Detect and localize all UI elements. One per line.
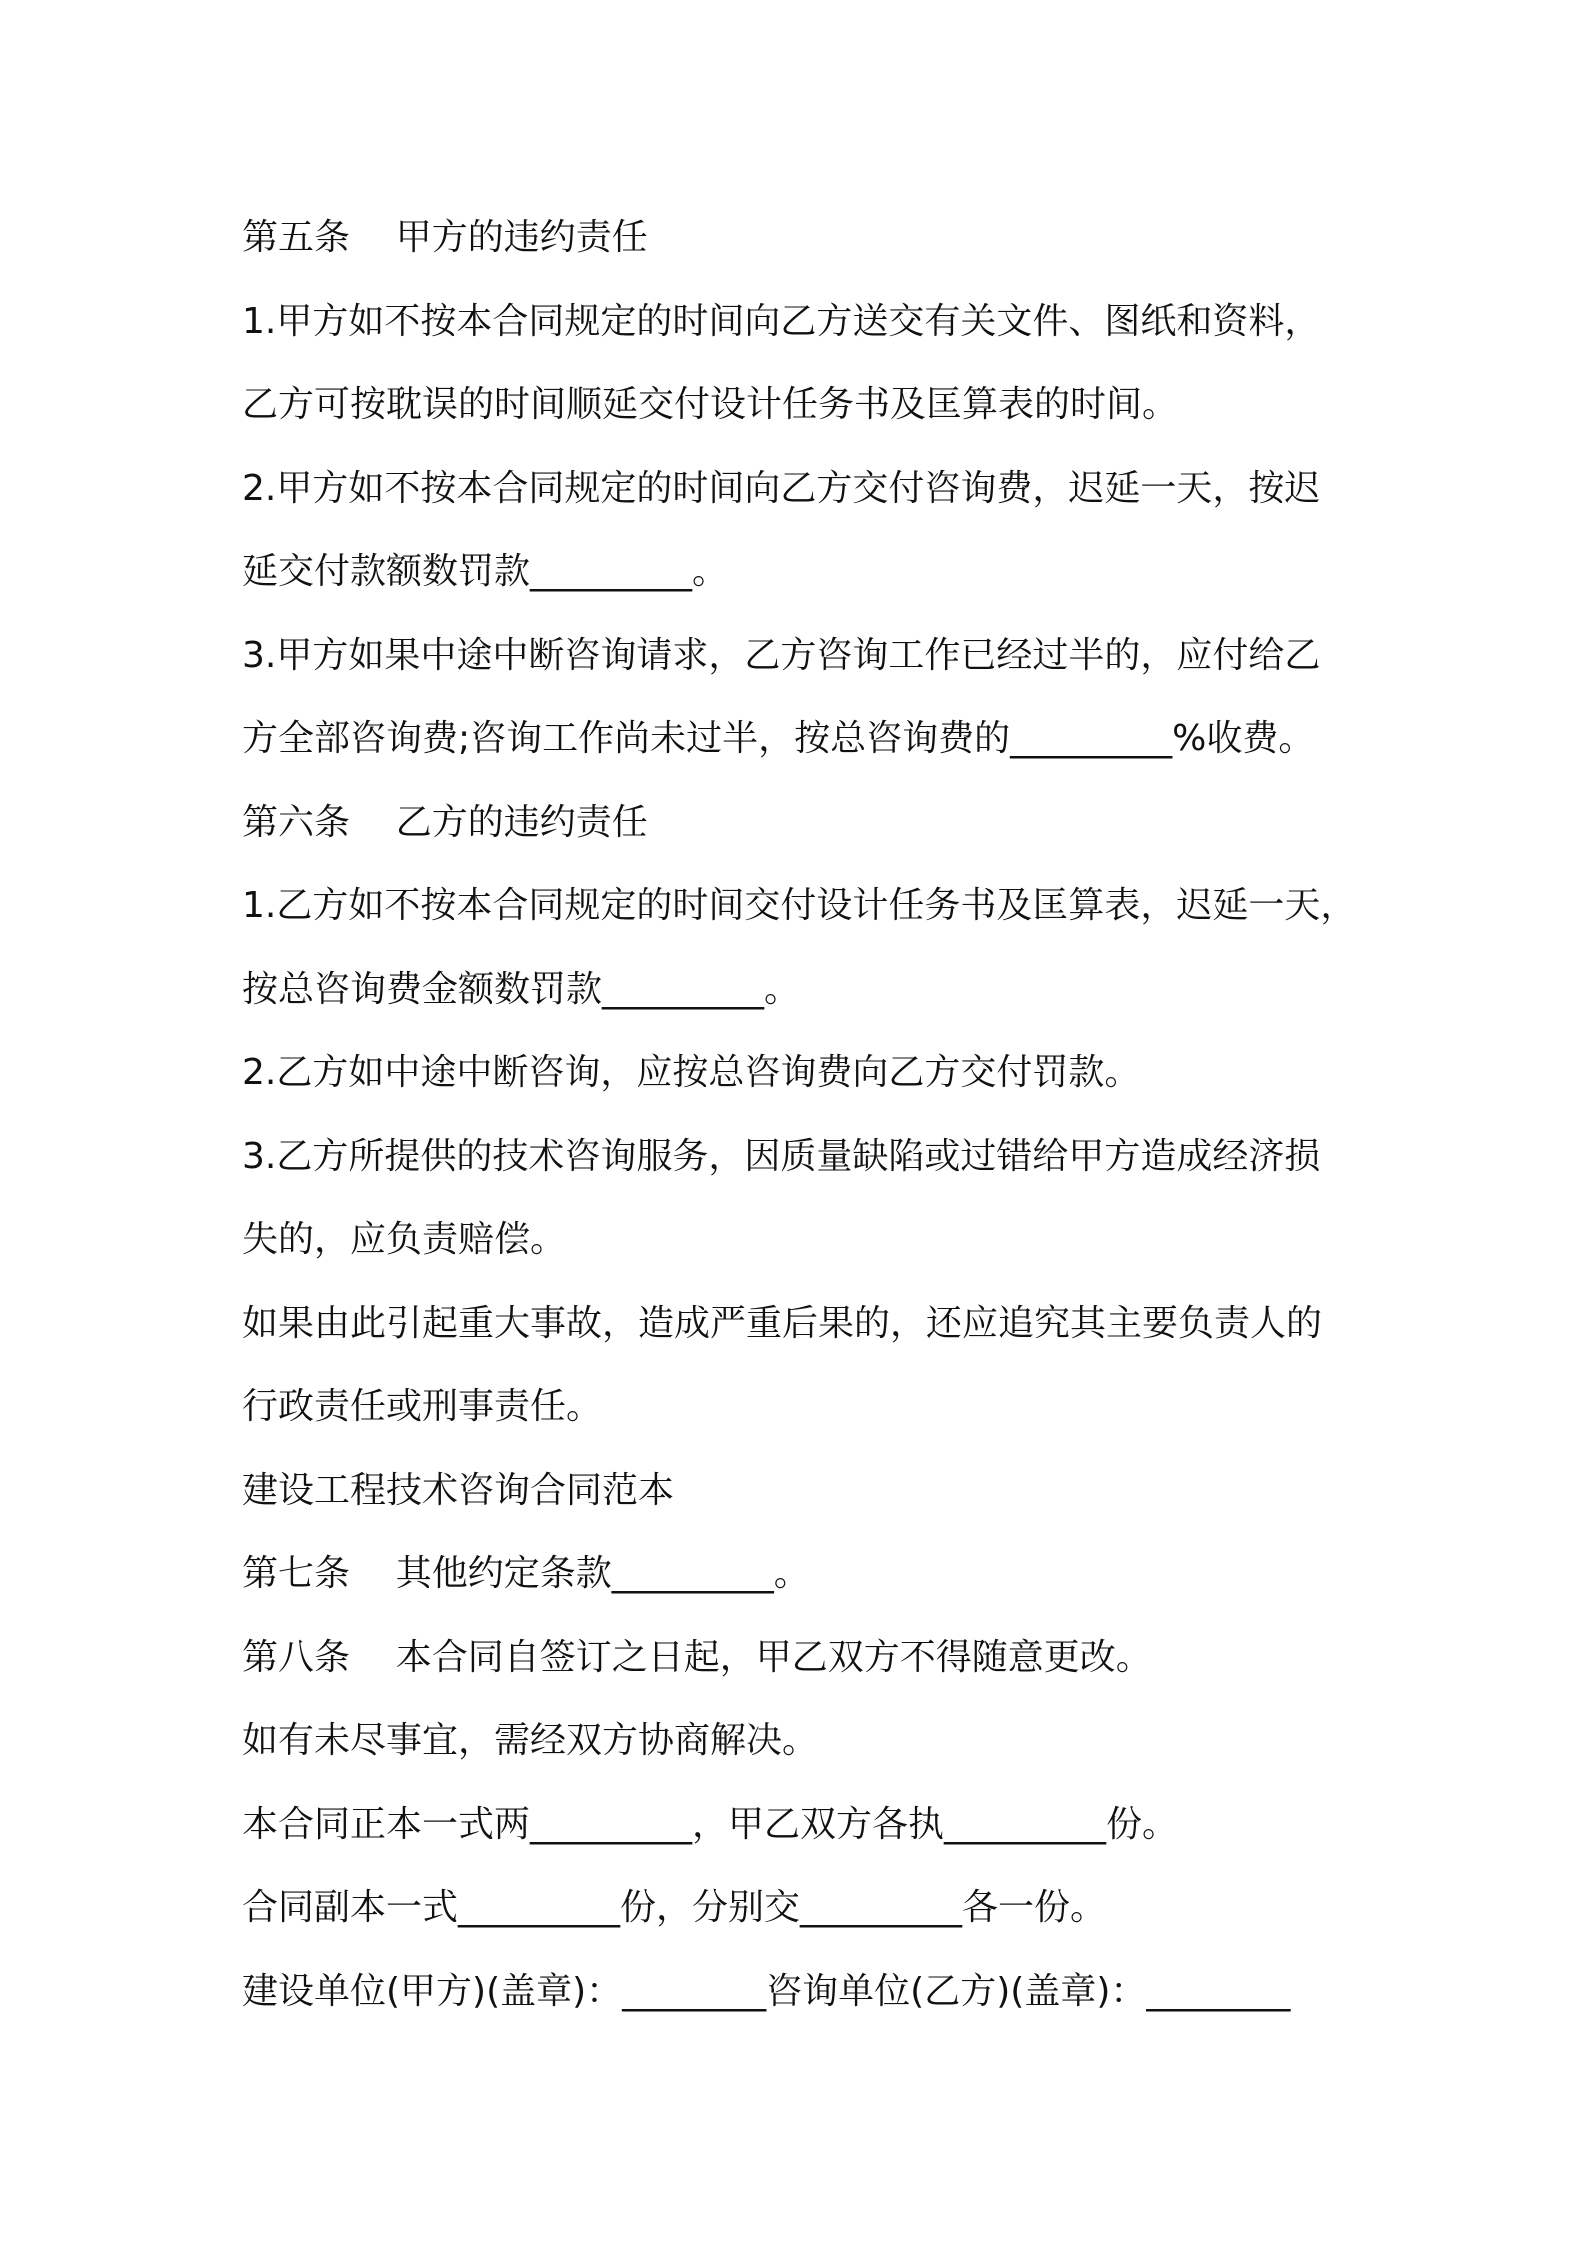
duplicate-copies-line: 合同副本一式_________份，分别交_________各一份。 — [242, 1887, 1107, 1928]
article-6-clause-1-line-1: 1.乙方如不按本合同规定的时间交付设计任务书及匡算表，迟延一天， — [242, 885, 1357, 926]
article-5-clause-1-line-1: 1.甲方如不按本合同规定的时间向乙方送交有关文件、图纸和资料， — [242, 300, 1321, 342]
article-6-clause-3-line-1: 3.乙方所提供的技术咨询服务，因质量缺陷或过错给甲方造成经济损 — [242, 1135, 1321, 1177]
article-5-clause-2-line-1: 2.甲方如不按本合同规定的时间向乙方交付咨询费，迟延一天，按迟 — [242, 467, 1321, 509]
original-copies-line: 本合同正本一式两_________，甲乙双方各执_________份。 — [242, 1803, 1179, 1845]
article-6-note-line-2: 行政责任或刑事责任。 — [242, 1386, 603, 1427]
article-6-clause-1-line-2: 按总咨询费金额数罚款_________。 — [242, 968, 801, 1010]
article-6-clause-2: 2.乙方如中途中断咨询，应按总咨询费向乙方交付罚款。 — [242, 1052, 1141, 1093]
contract-body — [242, 196, 1382, 2033]
article-6-note-line-1: 如果由此引起重大事故，造成严重后果的，还应追究其主要负责人的 — [242, 1302, 1323, 1344]
signature-line: 建设单位(甲方)(盖章)：________咨询单位(乙方)(盖章)：________ — [242, 1970, 1291, 2012]
document-title-inline: 建设工程技术咨询合同范本 — [242, 1469, 675, 1511]
article-8-note: 如有未尽事宜，需经双方协商解决。 — [242, 1720, 819, 1761]
article-6-heading: 第六条 乙方的违约责任 — [242, 801, 648, 843]
article-6-clause-3-line-2: 失的，应负责赔偿。 — [242, 1219, 567, 1260]
article-5-clause-3-line-1: 3.甲方如果中途中断咨询请求，乙方咨询工作已经过半的，应付给乙 — [242, 634, 1321, 676]
article-7: 第七条 其他约定条款_________。 — [242, 1553, 810, 1594]
article-5-clause-2-line-2: 延交付款额数罚款_________。 — [242, 551, 729, 592]
article-5-clause-1-line-2: 乙方可按耽误的时间顺延交付设计任务书及匡算表的时间。 — [242, 384, 1179, 425]
article-8: 第八条 本合同自签订之日起，甲乙双方不得随意更改。 — [242, 1636, 1152, 1678]
article-5-clause-3-line-2: 方全部咨询费;咨询工作尚未过半，按总咨询费的_________%收费。 — [242, 718, 1315, 759]
article-5-heading: 第五条 甲方的违约责任 — [242, 217, 648, 258]
